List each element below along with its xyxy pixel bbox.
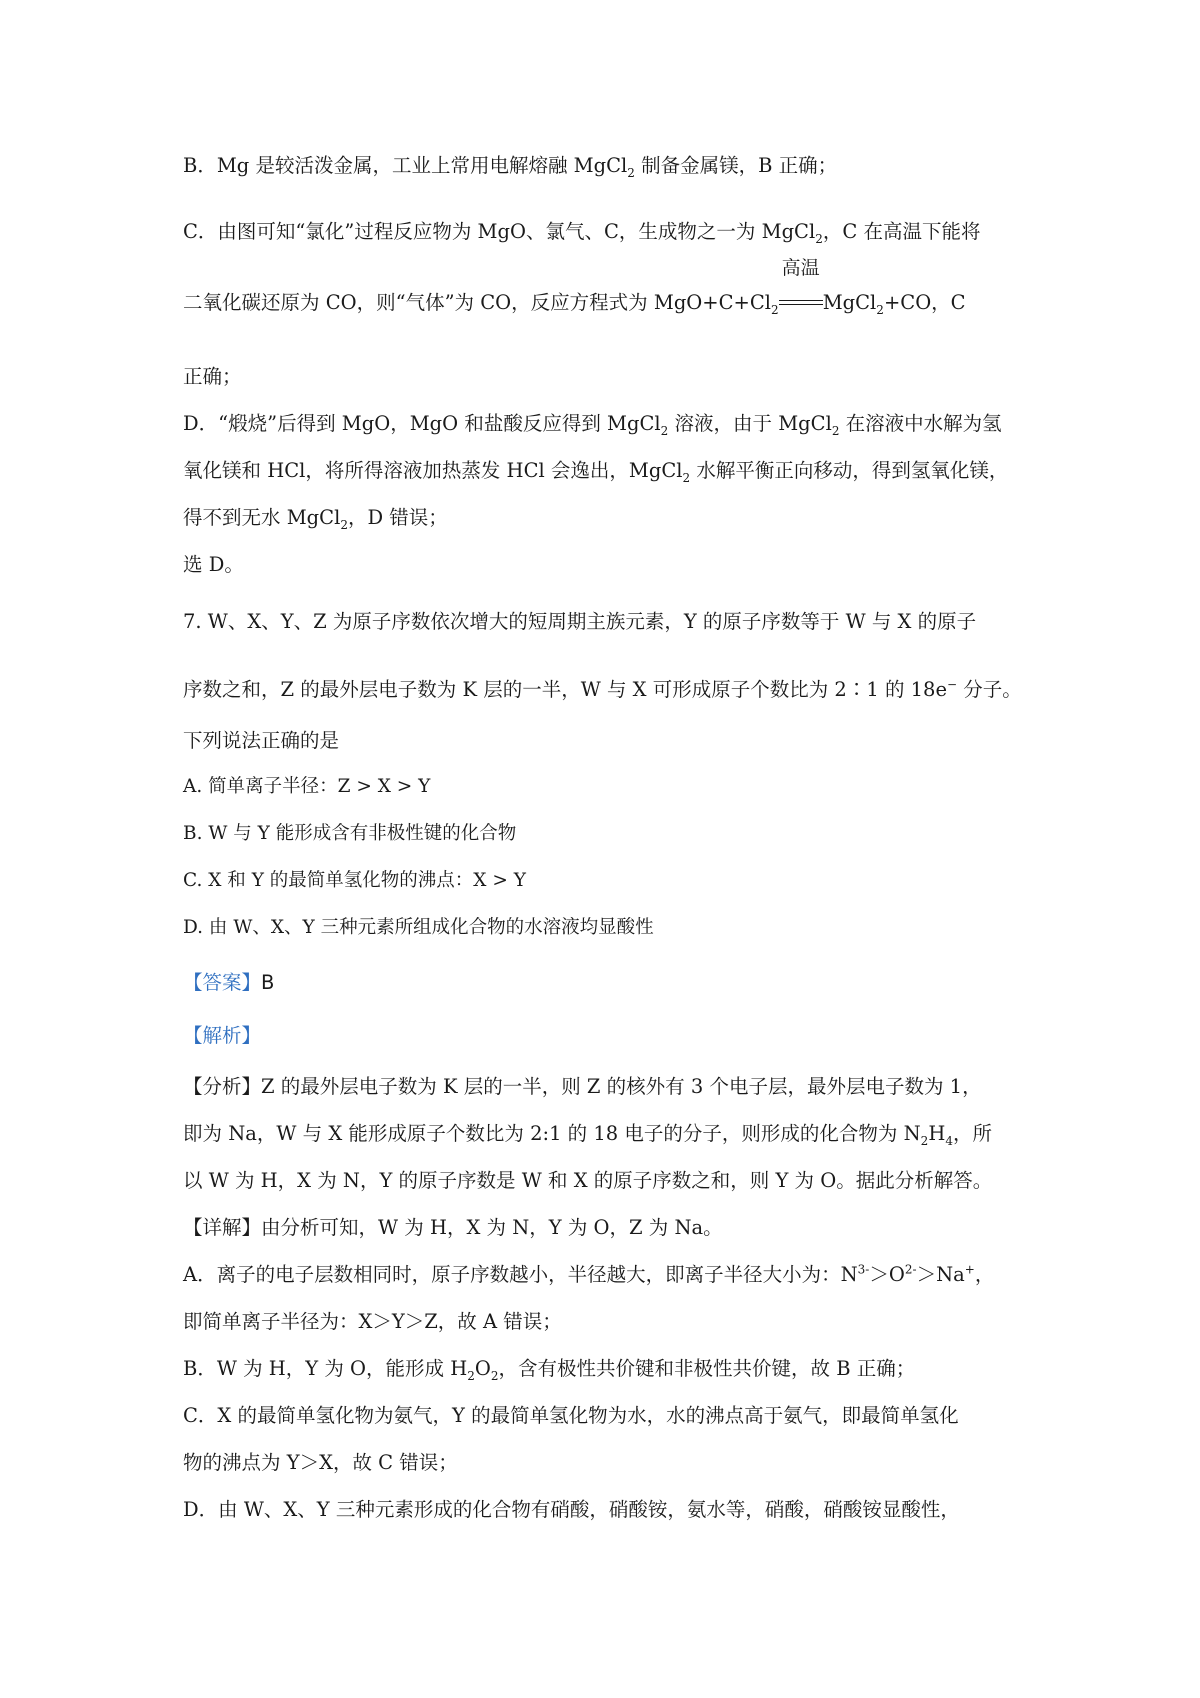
text: C．由图可知“氯化”过程反应物为 MgO、氯气、C，生成物之一为 MgCl [183,220,816,243]
text: 分子。 [957,678,1022,701]
text: O [474,1357,491,1380]
text: 在溶液中水解为氢 [839,412,1002,435]
reaction-condition-equals-sign [779,257,823,313]
text: 即为 Na，W 与 X 能形成原子个数比为 2:1 的 18 电子的分子，则形成的化合物为 N [183,1122,921,1145]
superscript: − [947,677,958,692]
text: ，D 错误； [347,506,448,529]
text: D．“煅烧”后得到 MgO，MgO 和盐酸反应得到 MgCl [183,412,661,435]
text: 制备金属镁，B 正确； [634,154,838,177]
q6-option-c-analysis-line3: 正确； [183,365,242,388]
answer-label: 【答案】 [183,971,262,994]
q7-answer [183,973,274,993]
q7-detail-c-line2: 物的沸点为 Y＞X，故 C 错误； [183,1451,458,1474]
q6-final-choice: 选 D。 [183,553,244,576]
text: 水解平衡正向移动，得到氢氧化镁， [690,459,1009,482]
text: ＞Na [916,1263,965,1286]
subscript: 2 [660,423,669,438]
q7-stem-line1: 7. W、X、Y、Z 为原子序数依次增大的短周期主族元素，Y 的原子序数等于 W 与 X 的原子 [183,610,977,633]
subscript: 2 [920,1133,929,1148]
q6-option-d-analysis-line2 [183,459,1009,485]
q6-option-b-analysis [183,154,838,180]
answer-value: B [261,971,275,994]
q6-option-c-analysis-line1 [183,220,981,246]
text: 溶液，由于 MgCl [668,412,832,435]
q7-detail-b [183,1357,916,1383]
subscript: 2 [490,1368,499,1383]
superscript: 3- [857,1262,870,1277]
q7-stem-line2 [183,677,1022,701]
subscript: 2 [467,1368,475,1383]
text: 二氧化碳还原为 CO，则“气体”为 CO，反应方程式为 MgO+C+Cl [183,291,772,314]
q7-fenxi-line1: 【分析】Z 的最外层电子数为 K 层的一半，则 Z 的核外有 3 个电子层，最外层电子数为 1， [183,1075,982,1098]
double-bar-sign [779,300,823,305]
q7-option-d: D. 由 W、X、Y 三种元素所组成化合物的水溶液均显酸性 [183,917,654,938]
text: +CO，C [883,291,966,314]
text: B．W 为 H，Y 为 O，能形成 H [183,1357,468,1380]
text: 氧化镁和 HCl，将所得溶液加热蒸发 HCl 会逸出，MgCl [183,459,683,482]
subscript: 2 [627,165,635,180]
q7-detail-a-line1 [183,1262,995,1286]
subscript: 4 [945,1133,953,1148]
q7-fenxi-line3: 以 W 为 H，X 为 N，Y 的原子序数是 W 和 X 的原子序数之和，则 Y 为 O。据此分析解答。 [183,1169,993,1192]
text: ，含有极性共价键和非极性共价键，故 B 正确； [498,1357,916,1380]
text: ，所 [952,1122,992,1145]
q7-analysis-label: 【解析】 [183,1024,262,1047]
q7-stem-line3: 下列说法正确的是 [183,729,340,752]
subscript: 2 [876,302,884,317]
q6-option-d-analysis-line3 [183,506,448,532]
q7-detail-d-line1: D．由 W、X、Y 三种元素形成的化合物有硝酸，硝酸铵，氨水等，硝酸，硝酸铵显酸性， [183,1498,960,1521]
subscript: 2 [771,302,779,317]
subscript: 2 [831,423,840,438]
q7-xiangjie: 【详解】由分析可知，W 为 H，X 为 N，Y 为 O，Z 为 Na。 [183,1216,723,1239]
q7-option-a: A. 简单离子半径：Z > X > Y [183,776,431,797]
q7-option-c: C. X 和 Y 的最简单氢化物的沸点：X > Y [183,870,526,891]
text: ＞O [869,1263,905,1286]
text: ， [974,1263,995,1286]
reaction-condition: 高温 [781,257,820,279]
text: B．Mg 是较活泼金属，工业上常用电解熔融 MgCl [183,154,628,177]
superscript: + [964,1262,975,1277]
q7-option-b: B. W 与 Y 能形成含有非极性键的化合物 [183,823,517,844]
subscript: 2 [682,470,691,485]
text: A．离子的电子层数相同时，原子序数越小，半径越大，即离子半径大小为：N [183,1263,858,1286]
q7-fenxi-line2 [183,1122,992,1148]
q7-detail-c-line1: C．X 的最简单氢化物为氨气，Y 的最简单氢化物为水，水的沸点高于氨气，即最简单氢化 [183,1404,959,1427]
text: ，C 在高温下能将 [822,220,981,243]
subscript: 2 [340,517,348,532]
text: H [928,1122,946,1145]
text: 得不到无水 MgCl [183,506,341,529]
q7-detail-a-line2: 即简单离子半径为：X＞Y＞Z，故 A 错误； [183,1310,562,1333]
superscript: 2- [904,1262,917,1277]
text: 序数之和，Z 的最外层电子数为 K 层的一半，W 与 X 可形成原子个数比为 2∶1 的 18e [183,678,947,701]
q6-option-c-analysis-equation-line [183,257,966,317]
q6-option-d-analysis-line1 [183,412,1002,438]
subscript: 2 [815,231,823,246]
text: MgCl [822,291,877,314]
